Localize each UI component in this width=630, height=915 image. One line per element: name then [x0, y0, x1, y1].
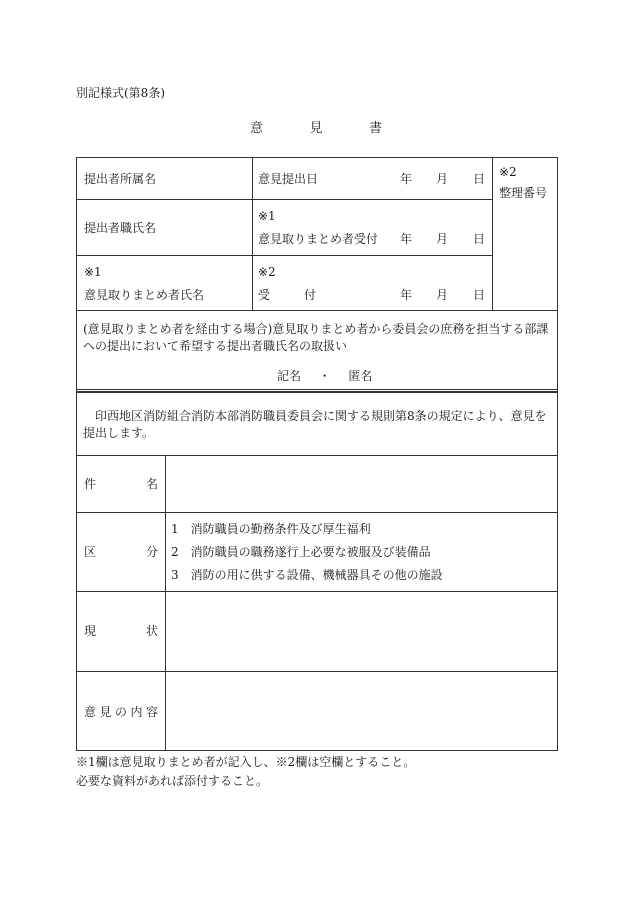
reception-char: 受	[258, 288, 271, 302]
opinion-char: 意	[84, 705, 97, 719]
category-text: 消防職員の職務遂行上必要な被服及び装備品	[190, 545, 431, 559]
subject-label	[84, 477, 158, 491]
reference-mark: ※2	[499, 165, 517, 179]
date-day-unit: 日	[473, 172, 486, 186]
date-day-unit: 日	[473, 288, 486, 302]
reception-char: 付	[303, 288, 316, 302]
subject-field[interactable]	[166, 456, 557, 511]
title-char: 見	[309, 121, 323, 136]
title-char: 意	[250, 121, 264, 136]
statement-text: 印西地区消防組合消防本部消防職員委員会に関する規則第8条の規定により、意見を提出します。	[83, 409, 547, 440]
opinion-content-label	[84, 705, 158, 719]
opinion-char: 内	[130, 705, 143, 719]
mark-2: ※2	[258, 265, 276, 279]
opinion-char: 容	[145, 705, 158, 719]
document-title	[250, 122, 382, 136]
date-day-unit: 日	[473, 232, 486, 246]
date-month-unit: 月	[436, 172, 449, 186]
category-num: 1	[171, 522, 179, 536]
current-state-label	[84, 624, 158, 638]
subject-char: 件	[84, 477, 97, 491]
category-option-1[interactable]	[171, 522, 371, 536]
note-1: ※1欄は意見取りまとめ者が記入し、※2欄は空欄とすること。	[76, 755, 416, 769]
form-label: 別記様式(第8条)	[76, 86, 165, 100]
submission-date-label: 意見提出日	[258, 172, 319, 186]
coordinator-receipt-label: 意見取りまとめ者受付	[258, 232, 379, 246]
named-option[interactable]	[277, 369, 372, 383]
category-text: 消防の用に供する設備、機械器具その他の施設	[190, 568, 443, 582]
category-text: 消防職員の勤務条件及び厚生福利	[190, 522, 371, 536]
option-separator: ・	[318, 369, 331, 383]
handling-text: (意見取りまとめ者を経由する場合)意見取りまとめ者から委員会の庶務を担当する部課への提出において希望する提出者職氏名の取扱い	[83, 322, 549, 353]
coordinator-name-label: 意見取りまとめ者氏名	[84, 288, 205, 302]
top-table	[76, 157, 558, 393]
current-state-field[interactable]	[166, 592, 557, 670]
category-char: 区	[84, 545, 97, 559]
opinion-char: の	[114, 705, 127, 719]
date-year-unit: 年	[400, 172, 413, 186]
opinion-char: 見	[99, 705, 112, 719]
date-year-unit: 年	[400, 232, 413, 246]
mark-1: ※1	[84, 265, 102, 279]
date-year-unit: 年	[400, 288, 413, 302]
category-num: 2	[171, 545, 179, 559]
opinion-content-field[interactable]	[166, 672, 557, 750]
submitter-title-name-label: 提出者職氏名	[84, 221, 157, 235]
category-char: 分	[145, 545, 158, 559]
date-month-unit: 月	[436, 232, 449, 246]
category-label	[84, 545, 158, 559]
submitter-affiliation-label: 提出者所属名	[84, 172, 157, 186]
category-option-3[interactable]	[171, 568, 443, 582]
date-month-unit: 月	[436, 288, 449, 302]
option-anonymous[interactable]: 匿名	[348, 369, 373, 383]
mark-1: ※1	[258, 209, 276, 223]
option-named[interactable]: 記名	[277, 369, 302, 383]
note-2: 必要な資料があれば添付すること。	[76, 774, 269, 788]
reference-number-label: 整理番号	[499, 186, 548, 200]
category-option-2[interactable]	[171, 545, 431, 559]
category-num: 3	[171, 568, 179, 582]
current-state-char: 状	[145, 624, 158, 638]
current-state-char: 現	[84, 624, 97, 638]
reception-label	[258, 288, 316, 302]
title-char: 書	[368, 121, 382, 136]
subject-char: 名	[145, 477, 158, 491]
